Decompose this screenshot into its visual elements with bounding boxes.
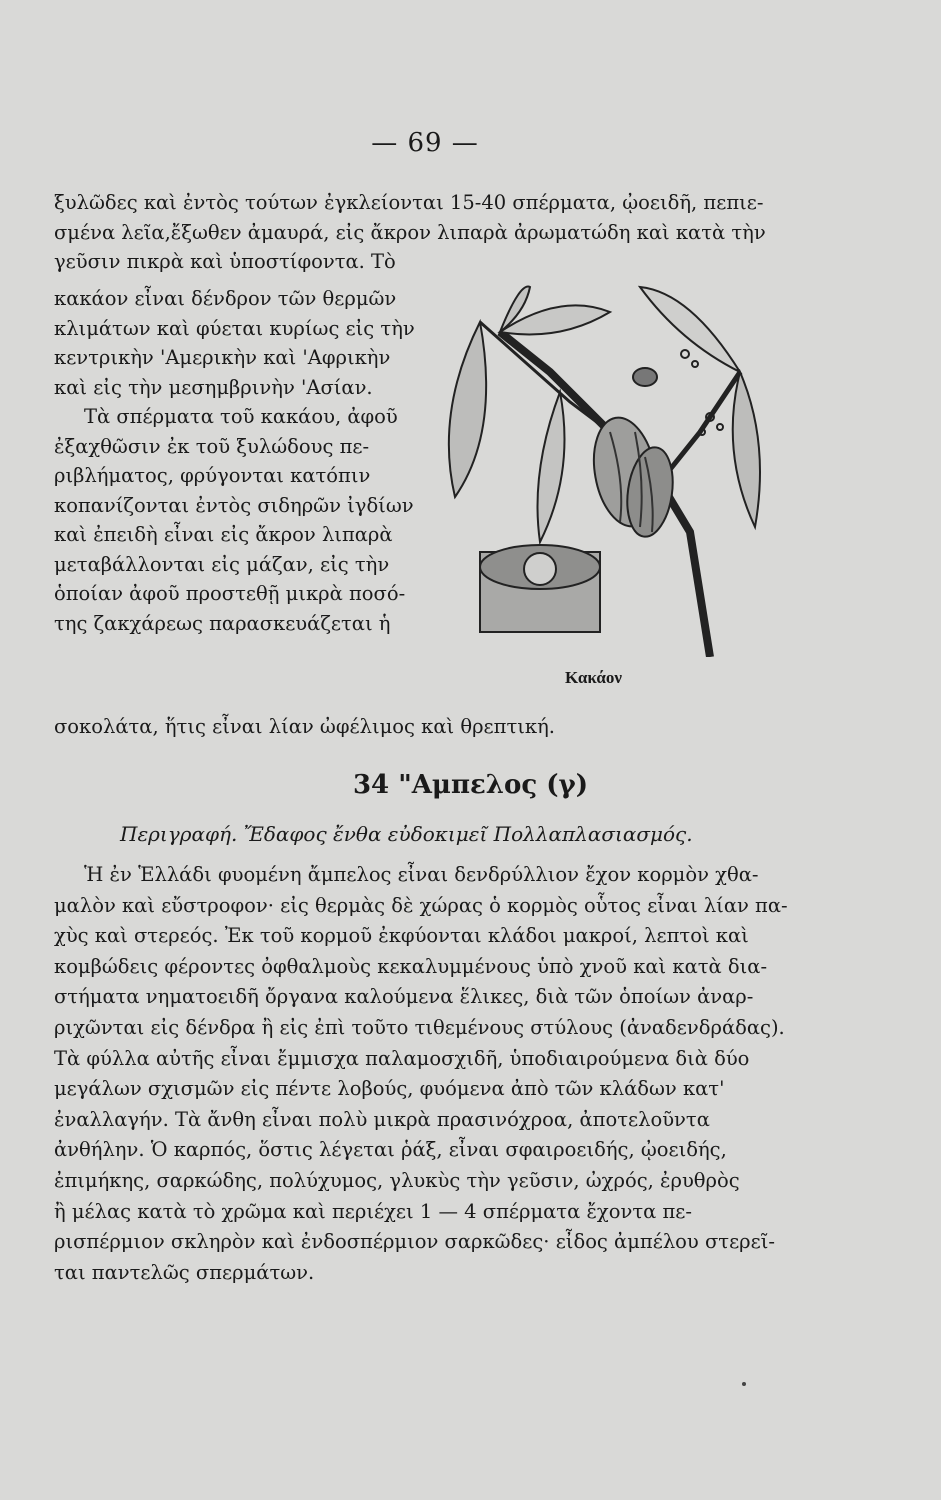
- text-line: καὶ εἰς τὴν μεσημβρινὴν 'Ασίαν.: [54, 375, 373, 399]
- text-line: ἐπιμήκης, σαρκώδης, πολύχυμος, γλυκὺς τὴν γεῦσιν, ὠχρός, ἐρυθρὸς: [54, 1168, 740, 1192]
- text-line: ἀνθήλην. Ὁ καρπός, ὅστις λέγεται ῥάξ, εἶναι σφαιροειδής, ᾠοειδής,: [54, 1138, 727, 1162]
- body-paragraph: [54, 860, 794, 1288]
- text-line: γεῦσιν πικρὰ καὶ ὑποστίφοντα. Τὸ: [54, 250, 396, 273]
- cacao-illustration: [440, 282, 790, 657]
- text-line: ρισπέρμιον σκληρὸν καὶ ἐνδοσπέρμιον σαρκῶδες· εἶδος ἀμπέλου στερεῖ-: [54, 1230, 775, 1254]
- text-line: κεντρικὴν 'Αμερικὴν καὶ 'Αφρικὴν: [54, 346, 391, 369]
- section-subtitle: Περιγραφή. Ἔδαφος ἔνθα εὐδοκιμεῖ Πολλαπλασιασμός.: [120, 822, 693, 846]
- paragraph-end: [54, 712, 614, 742]
- text-line: Ἡ ἐν Ἑλλάδι φυομένη ἄμπελος εἶναι δενδρύλλιον ἔχον κορμὸν χθα-: [84, 863, 759, 886]
- text-line: στήματα νηματοειδῆ ὄργανα καλούμενα ἕλικες, διὰ τῶν ὁποίων ἀναρ-: [54, 985, 754, 1009]
- text-line: μεταβάλλονται εἰς μάζαν, εἰς τὴν: [54, 552, 390, 576]
- text-line: μεγάλων σχισμῶν εἰς πέντε λοβούς, φυόμενα ἀπὸ τῶν κλάδων κατ': [54, 1077, 725, 1101]
- text-line: ξυλῶδες καὶ ἐντὸς τούτων ἐγκλείονται 15-40 σπέρματα, ᾠοειδῆ, πεπιε-: [54, 191, 764, 214]
- text-line: ἐναλλαγήν. Τὰ ἄνθη εἶναι πολὺ μικρὰ πρασινόχροα, ἀποτελοῦντα: [54, 1107, 710, 1131]
- text-line: καὶ ἐπειδὴ εἶναι εἰς ἄκρον λιπαρὰ: [54, 523, 393, 546]
- text-line: της ζακχάρεως παρασκευάζεται ἡ: [54, 611, 391, 635]
- section-title: 34 "Αμπελος (γ): [352, 770, 589, 800]
- text-line: κακάον εἶναι δένδρον τῶν θερμῶν: [54, 287, 397, 310]
- page-number: — 69 —: [371, 128, 479, 158]
- text-line: κοπανίζονται ἐντὸς σιδηρῶν ἰγδίων: [54, 493, 414, 517]
- text-line: Τὰ φύλλα αὐτῆς εἶναι ἔμμισχα παλαμοσχιδῆ, ὑποδιαιρούμενα διὰ δύο: [54, 1046, 750, 1070]
- text-line: σοκολάτα, ἥτις εἶναι λίαν ὠφέλιμος καὶ θρεπτική.: [54, 715, 555, 738]
- wrapped-paragraph: [54, 276, 434, 638]
- text-line: μαλὸν καὶ εὔστροφον· εἰς θερμὰς δὲ χώρας ὁ κορμὸς οὗτος εἶναι λίαν πα-: [54, 893, 788, 917]
- text-line: κομβώδεις φέροντες ὀφθαλμοὺς κεκαλυμμένους ὑπὸ χνοῦ καὶ κατὰ δια-: [54, 954, 768, 978]
- figure-caption: Κακάον: [565, 668, 622, 687]
- text-line: ἢ μέλας κατὰ τὸ χρῶμα καὶ περιέχει 1 — 4 σπέρματα ἔχοντα πε-: [54, 1199, 692, 1223]
- ink-speck: [742, 1382, 746, 1386]
- text-line: ται παντελῶς σπερμάτων.: [54, 1260, 315, 1284]
- text-line: κλιμάτων καὶ φύεται κυρίως εἰς τὴν: [54, 316, 415, 340]
- text-line: ἐξαχθῶσιν ἐκ τοῦ ξυλώδους πε-: [54, 434, 370, 458]
- text-line: ριβλήματος, φρύγονται κατόπιν: [54, 464, 371, 487]
- text-line: σμένα λεῖα,ἔξωθεν ἀμαυρά, εἰς ἄκρον λιπαρὰ ἀρωματώδη καὶ κατὰ τὴν: [54, 220, 766, 244]
- text-line: Τὰ σπέρματα τοῦ κακάου, ἀφοῦ: [84, 405, 398, 428]
- text-line: ὁποίαν ἀφοῦ προστεθῇ μικρὰ ποσό-: [54, 582, 406, 605]
- top-paragraph: [54, 188, 814, 277]
- text-line: χὺς καὶ στερεός. Ἐκ τοῦ κορμοῦ ἐκφύονται κλάδοι μακροί, λεπτοὶ καὶ: [54, 924, 749, 948]
- text-line: ριχῶνται εἰς δένδρα ἢ εἰς ἐπὶ τοῦτο τιθεμένους στύλους (ἀναδενδράδας).: [54, 1015, 785, 1039]
